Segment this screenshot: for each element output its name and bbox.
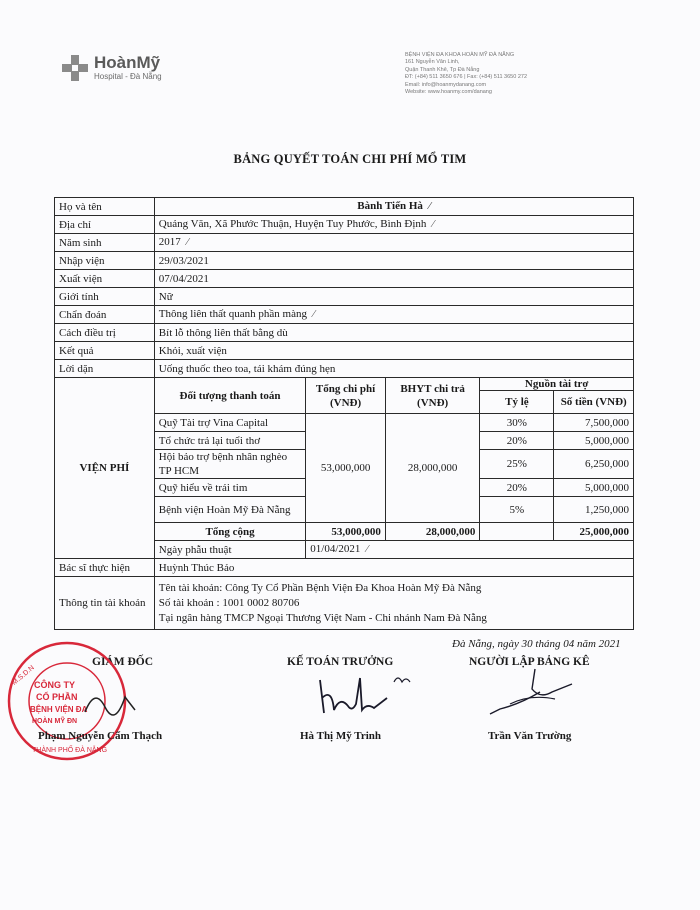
payer-amount: 1,250,000: [554, 497, 634, 523]
svg-text:M.S.D.N: M.S.D.N: [11, 664, 36, 687]
table-row: [55, 577, 634, 630]
director-name: Phạm Nguyễn Cẩm Thạch: [38, 730, 163, 742]
advice: Uống thuốc theo toa, tái khám đúng hẹn: [154, 360, 633, 378]
treatment-label: Cách điều trị: [55, 324, 155, 342]
table-row: Chẩn đoán Thông liên thất quanh phần màng ⁄: [55, 306, 634, 324]
discharge-label: Xuất viện: [55, 270, 155, 288]
settlement-table: [54, 197, 634, 630]
table-row: [55, 252, 634, 270]
doctor-name: Huỳnh Thúc Bảo: [154, 559, 633, 577]
director-title: GIÁM ĐỐC: [92, 656, 154, 668]
discharge-date: 07/04/2021: [154, 270, 633, 288]
account-number: Số tài khoản : 1001 0002 80706: [158, 596, 300, 609]
payer-rate: 5%: [480, 497, 554, 523]
payer-rate: 30%: [480, 414, 554, 432]
table-row: [55, 559, 634, 577]
payer-name: Quỹ hiểu về trái tim: [154, 479, 306, 497]
amount-sum: 25,000,000: [554, 523, 634, 541]
account-label: Thông tin tài khoản: [55, 577, 155, 630]
patient-address: Quảng Văn, Xã Phước Thuận, Huyện Tuy Phước, Bình Định: [158, 218, 427, 230]
table-row: Năm sinh 2017 ⁄: [55, 234, 634, 252]
payer-name: Bệnh viện Hoàn Mỹ Đà Nẵng: [154, 497, 306, 523]
svg-text:BỆNH VIỆN ĐA: BỆNH VIỆN ĐA: [30, 705, 88, 714]
patient-gender: Nữ: [154, 288, 633, 306]
bhyt-column-header: BHYT chi trả (VNĐ): [385, 378, 480, 414]
diagnosis: Thông liên thất quanh phần màng: [158, 308, 307, 320]
director-signature: [80, 682, 140, 722]
patient-birth-year: 2017: [158, 236, 181, 248]
payer-amount: 7,500,000: [554, 414, 634, 432]
address-label: Địa chỉ: [55, 216, 155, 234]
table-row: [55, 342, 634, 360]
accountant-signature: [312, 668, 412, 723]
gender-label: Giới tính: [55, 288, 155, 306]
total-cost-sum: 53,000,000: [306, 523, 386, 541]
document-title: BẢNG QUYẾT TOÁN CHI PHÍ MỔ TIM: [233, 152, 467, 166]
preparer-name: Trần Văn Trường: [488, 730, 572, 742]
bhyt-value: 28,000,000: [385, 414, 480, 523]
table-row: Họ và tên Bành Tiến Hà ⁄: [55, 198, 634, 216]
payer-rate: 25%: [480, 450, 554, 479]
payer-amount: 5,000,000: [554, 479, 634, 497]
advice-label: Lời dặn: [55, 360, 155, 378]
total-label: Tổng cộng: [154, 523, 306, 541]
hospital-contact-info: BỆNH VIỆN ĐA KHOA HOÀN MỸ ĐÀ NẴNG 161 Nguyễn Văn Linh, Quận Thanh Khê, Tp Đà Nẵng ĐT: (+84) 511 3650 676 | Fax: (+84) 511 3650 272 Email: info@hoanmydanang.com Website: www.hoanmy.com/danang: [405, 52, 528, 96]
payer-name: Quỹ Tài trợ Vina Capital: [154, 414, 306, 432]
result: Khỏi, xuất viện: [154, 342, 633, 360]
logo-name: HoànMỹ: [94, 53, 161, 72]
admit-date: 29/03/2021: [154, 252, 633, 270]
birth-label: Năm sinh: [55, 234, 155, 252]
payer-rate: 20%: [480, 479, 554, 497]
hospital-logo: [62, 54, 162, 81]
payer-rate: 20%: [480, 432, 554, 450]
table-row: [55, 270, 634, 288]
table-row: Ngày phẫu thuật 01/04/2021 ⁄: [55, 541, 634, 559]
amount-column-header: Số tiền (VNĐ): [554, 391, 634, 414]
rate-column-header: Tỷ lệ: [480, 391, 554, 414]
surgery-date-label: Ngày phẫu thuật: [154, 541, 306, 559]
total-cost-column-header: Tổng chi phí (VNĐ): [306, 378, 386, 414]
table-row: [55, 288, 634, 306]
svg-text:HOÀN MỸ ĐN: HOÀN MỸ ĐN: [32, 718, 78, 725]
cross-icon: [62, 55, 88, 81]
preparer-signature: [480, 664, 590, 724]
payer-name: Hội bảo trợ bệnh nhân nghèo TP HCM: [154, 450, 306, 479]
svg-text:CÔNG TY: CÔNG TY: [34, 680, 76, 690]
svg-text:CỔ PHẦN: CỔ PHẦN: [36, 692, 78, 702]
account-bank: Tại ngân hàng TMCP Ngoại Thương Việt Nam - Chi nhánh Nam Đà Nẵng: [158, 611, 487, 624]
admit-label: Nhập viện: [55, 252, 155, 270]
table-row: Địa chỉ Quảng Văn, Xã Phước Thuận, Huyện Tuy Phước, Bình Định ⁄: [55, 216, 634, 234]
bhyt-sum: 28,000,000: [385, 523, 480, 541]
diagnosis-label: Chẩn đoán: [55, 306, 155, 324]
payer-name: Tổ chức trả lại tuổi thơ: [154, 432, 306, 450]
table-row: [55, 324, 634, 342]
accountant-title: KẾ TOÁN TRƯỞNG: [287, 656, 394, 668]
payer-amount: 6,250,000: [554, 450, 634, 479]
payer-column-header: Đối tượng thanh toán: [154, 378, 306, 414]
surgery-date: 01/04/2021: [310, 543, 361, 555]
source-column-header: Nguồn tài trợ: [480, 378, 634, 391]
total-cost-value: 53,000,000: [306, 414, 386, 523]
account-name: Tên tài khoản: Công Ty Cổ Phần Bệnh Viện Đa Khoa Hoàn Mỹ Đà Nẵng: [158, 581, 482, 594]
table-row: [55, 360, 634, 378]
accountant-name: Hà Thị Mỹ Trinh: [300, 730, 381, 742]
fees-section-label: VIỆN PHÍ: [55, 378, 155, 559]
signing-date: Đà Nẵng, ngày 30 tháng 04 năm 2021: [452, 638, 621, 650]
preparer-title: NGƯỜI LẬP BẢNG KÊ: [469, 656, 590, 668]
fees-header-row: [55, 378, 634, 391]
patient-name: Bành Tiến Hà: [357, 200, 423, 212]
name-label: Họ và tên: [55, 198, 155, 216]
doctor-label: Bác sĩ thực hiện: [55, 559, 155, 577]
svg-text:THÀNH PHỐ ĐÀ NẴNG: THÀNH PHỐ ĐÀ NẴNG: [32, 747, 108, 754]
logo-subtitle: Hospital - Đà Nẵng: [94, 72, 162, 81]
treatment: Bít lỗ thông liên thất bằng dù: [154, 324, 633, 342]
result-label: Kết quả: [55, 342, 155, 360]
payer-amount: 5,000,000: [554, 432, 634, 450]
